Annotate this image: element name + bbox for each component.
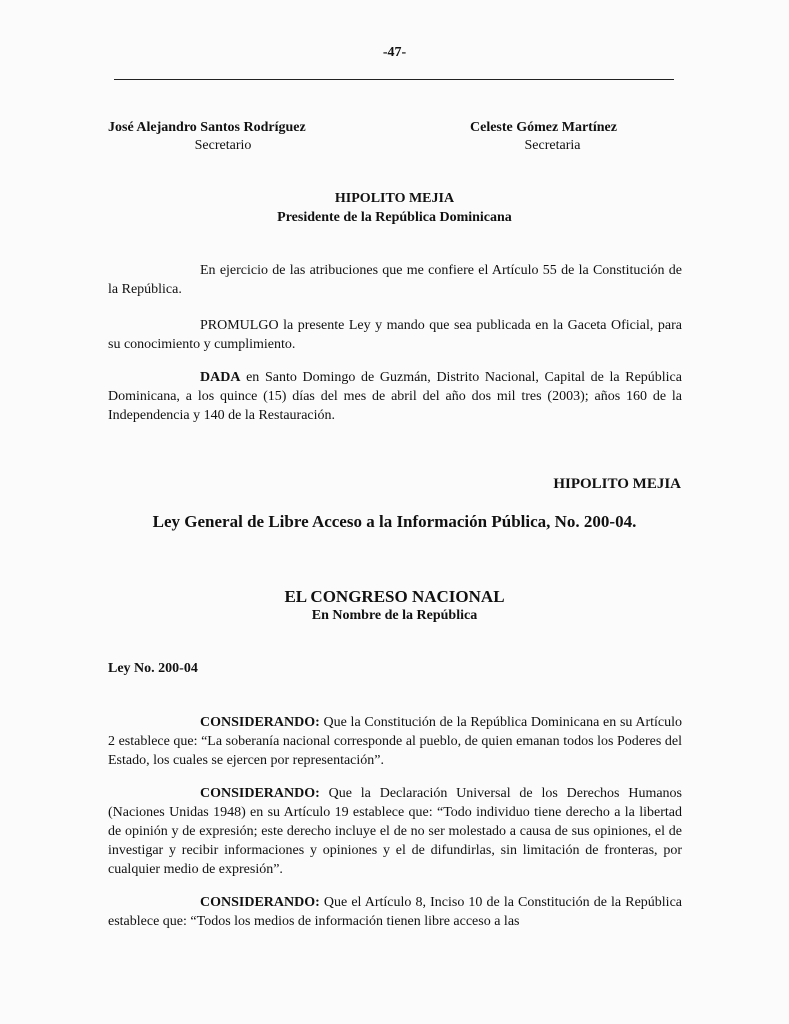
closing-signature: HIPOLITO MEJIA <box>553 476 681 492</box>
considerando-1-text: Que la Constitución de la República Dominicana en su Artículo 2 establece que: “La soberanía nacional corresponde al pueblo, de quien emanan todos los Poderes del Estado, los cuales se ejercen por representación”. <box>108 715 682 768</box>
page-number: -47- <box>382 45 407 60</box>
considerando-3 <box>108 893 682 931</box>
considerando-3-lead: CONSIDERANDO: <box>200 895 320 910</box>
header-rule <box>114 79 674 80</box>
dada-text: en Santo Domingo de Guzmán, Distrito Nacional, Capital de la República Dominicana, a los quince (15) días del mes de abril del año dos mil tres (2003); años 160 de la Independencia y 140 de la Restauración. <box>108 370 682 423</box>
signatory-left-name: José Alejandro Santos Rodríguez <box>108 120 306 135</box>
signatory-right-role: Secretaria <box>524 138 581 153</box>
dada-lead: DADA <box>200 370 241 385</box>
considerando-2 <box>108 784 682 879</box>
paragraph-attributions: En ejercicio de las atribuciones que me confiere el Artículo 55 de la Constitución de la República. <box>108 263 682 297</box>
considerando-1 <box>108 713 682 770</box>
considerando-2-lead: CONSIDERANDO: <box>200 786 320 801</box>
paragraph-dada <box>108 368 682 425</box>
signatory-right-name: Celeste Gómez Martínez <box>470 120 617 135</box>
congress-subtitle: En Nombre de la República <box>311 608 478 623</box>
considerando-2-text: Que la Declaración Universal de los Derechos Humanos (Naciones Unidas 1948) en su Artículo 19 establece que: “Todo individuo tiene derecho a la libertad de opinión y de expresión; este derecho incluye el de no ser molestado a causa de sus opiniones, el de investigar y recibir informaciones y opiniones y el de difundirlas, sin limitación de fronteras, por cualquier medio de expresión”. <box>108 786 682 877</box>
law-title: Ley General de Libre Acceso a la Información Pública, No. 200-04. <box>152 512 637 531</box>
signatory-left-role: Secretario <box>194 138 252 153</box>
president-name: HIPOLITO MEJIA <box>334 191 455 206</box>
considerando-1-lead: CONSIDERANDO: <box>200 715 320 730</box>
congress-title: EL CONGRESO NACIONAL <box>284 587 505 606</box>
paragraph-promulgo: PROMULGO la presente Ley y mando que sea publicada en la Gaceta Oficial, para su conocimiento y cumplimiento. <box>108 318 682 352</box>
president-title: Presidente de la República Dominicana <box>277 210 512 225</box>
president-block <box>0 189 789 227</box>
congress-heading <box>0 586 789 625</box>
signatory-left <box>108 119 338 155</box>
law-number: Ley No. 200-04 <box>108 661 198 676</box>
signatory-right <box>470 119 635 155</box>
considerando-3-text: Que el Artículo 8, Inciso 10 de la Constitución de la República establece que: “Todos los medios de información tienen libre acceso a las <box>108 895 682 929</box>
